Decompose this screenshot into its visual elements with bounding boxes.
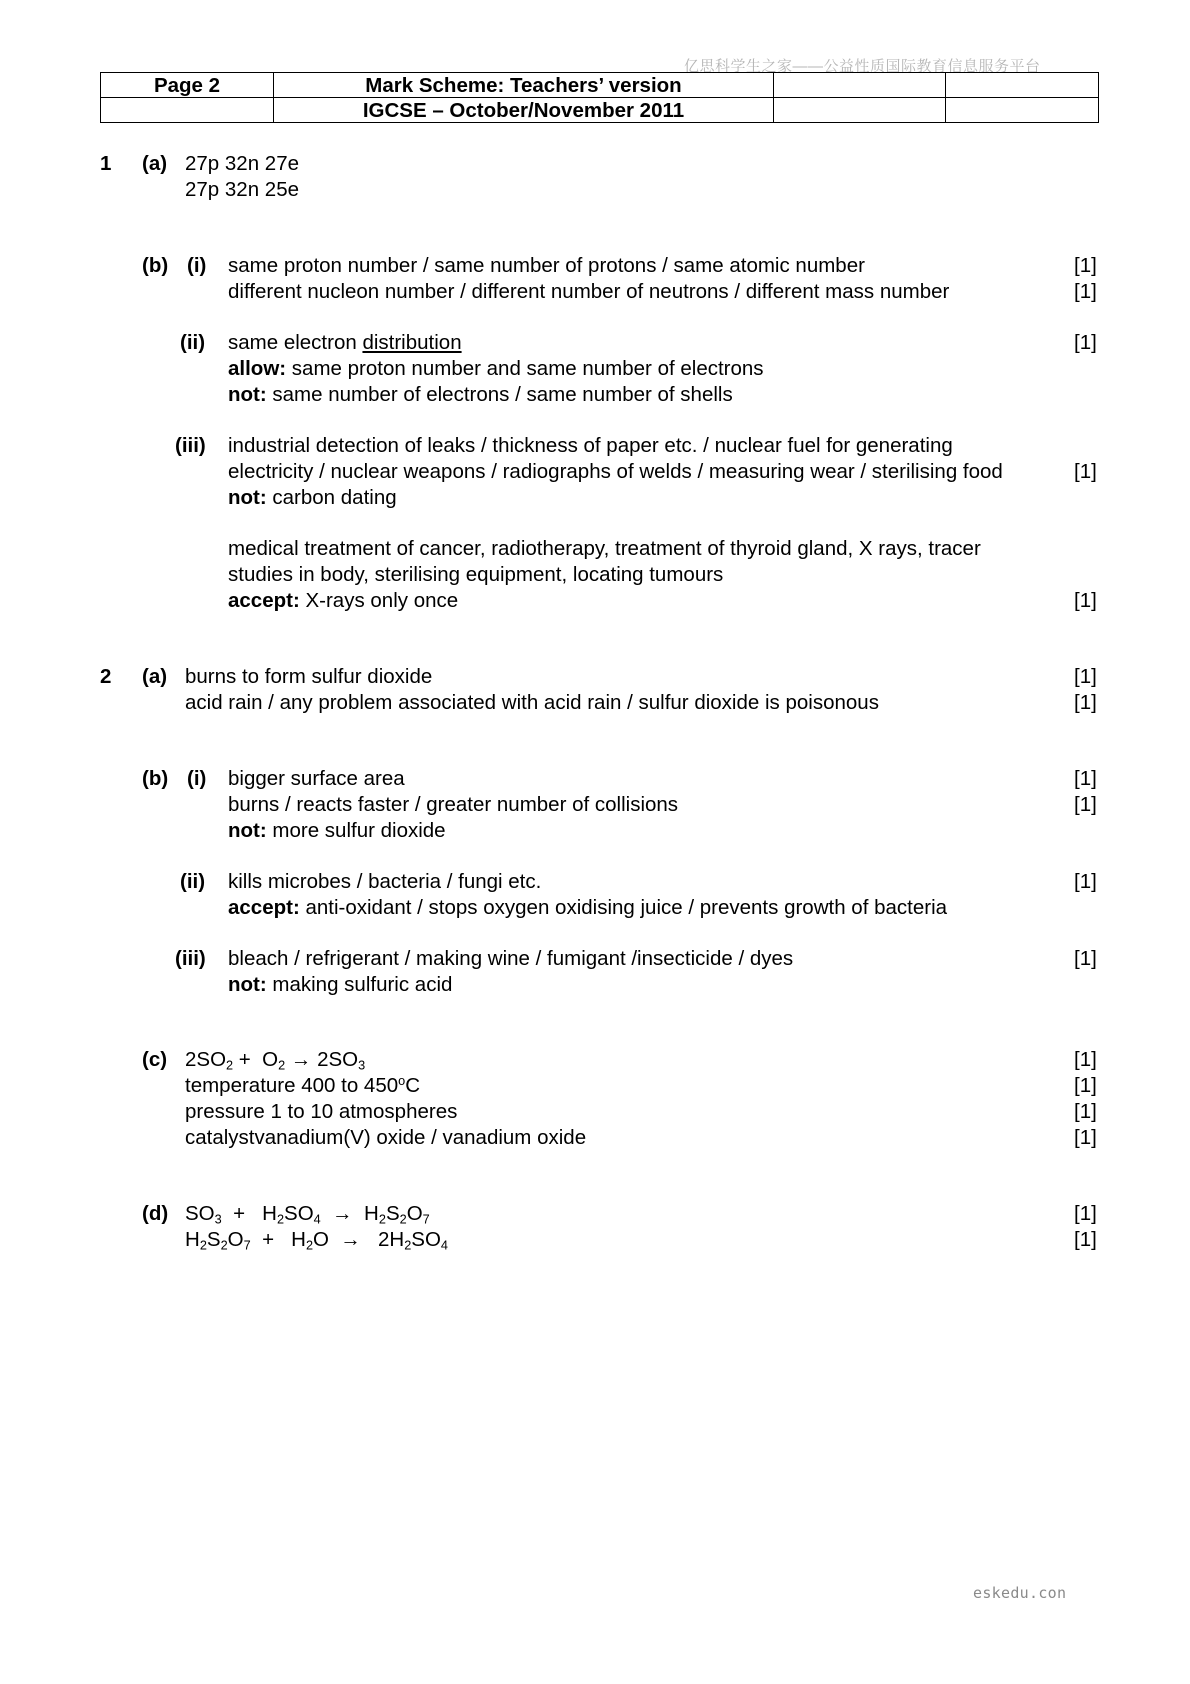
eq-subscript: 4	[440, 1237, 448, 1253]
temperature-text: temperature 400 to 450	[185, 1074, 399, 1097]
q2c-catalyst-mark: [1]	[1074, 1126, 1097, 1149]
q2c-temp-mark: [1]	[1074, 1074, 1097, 1097]
header-title: Mark Scheme: Teachers’ version	[274, 73, 774, 98]
q2b-label: (b)	[142, 767, 169, 790]
eq-term: SO	[284, 1202, 314, 1225]
eq-subscript: 2	[399, 1211, 407, 1227]
q2d-equation-2	[185, 1227, 448, 1253]
eq-subscript: 2	[226, 1057, 234, 1073]
q1-number: 1	[100, 152, 112, 175]
q1biii-accept	[228, 588, 458, 614]
eq-subscript: 2	[278, 1057, 286, 1073]
q2c-label: (c)	[142, 1048, 168, 1071]
q2a-line2-mark: [1]	[1074, 691, 1097, 714]
footer-text: eskedu.con	[973, 1584, 1067, 1602]
q2d-label: (d)	[142, 1202, 169, 1225]
not-label: not:	[228, 973, 267, 996]
q1bi-line2: different nucleon number / different number of neutrons / different mass number	[228, 280, 950, 303]
q2c-eq-mark: [1]	[1074, 1048, 1097, 1071]
eq-term: + H	[221, 1202, 277, 1225]
eq-subscript: 4	[313, 1211, 321, 1227]
q1biii-line2-mark: [1]	[1074, 460, 1097, 483]
q2a-line1: burns to form sulfur dioxide	[185, 665, 433, 688]
not-label: not:	[228, 486, 267, 509]
q1a-line1: 27p 32n 27e	[185, 152, 300, 175]
eq-subscript: 2	[220, 1237, 228, 1253]
arrow-icon: →	[328, 1228, 378, 1251]
header-empty-3	[101, 98, 274, 123]
header-empty-4	[774, 98, 946, 123]
q2d-eq1-mark: [1]	[1074, 1202, 1097, 1225]
q1bii-not	[228, 382, 733, 408]
q1biii-med2: studies in body, sterilising equipment, locating tumours	[228, 563, 724, 586]
q2a-label: (a)	[142, 665, 168, 688]
accept-text: anti-oxidant / stops oxygen oxidising juice / prevents growth of bacteria	[299, 896, 948, 919]
q2bi-line1-mark: [1]	[1074, 767, 1097, 790]
q1bii-line1-mark: [1]	[1074, 331, 1097, 354]
header-exam: IGCSE – October/November 2011	[274, 98, 774, 123]
eq-term: 2SO	[317, 1048, 359, 1071]
q2biii-label: (iii)	[175, 947, 206, 970]
q1a-line2: 27p 32n 25e	[185, 178, 300, 201]
header-empty-1	[774, 73, 946, 98]
eq-subscript: 2	[404, 1237, 412, 1253]
eq-term: SO	[185, 1202, 215, 1225]
q2a-line2: acid rain / any problem associated with acid rain / sulfur dioxide is poisonous	[185, 691, 879, 714]
eq-term: + H	[250, 1228, 306, 1251]
q2bii-line1: kills microbes / bacteria / fungi etc.	[228, 870, 542, 893]
q1biii-line1: industrial detection of leaks / thickness of paper etc. / nuclear fuel for generating	[228, 434, 953, 457]
q1bii-line1-underlined: distribution	[362, 331, 462, 354]
q2bi-line2-mark: [1]	[1074, 793, 1097, 816]
q2d-equation-1	[185, 1201, 430, 1227]
eq-term: O	[406, 1202, 423, 1225]
q2c-pressure-mark: [1]	[1074, 1100, 1097, 1123]
eq-subscript: 2	[199, 1237, 207, 1253]
q1bi-label: (i)	[187, 254, 207, 277]
accept-label: accept:	[228, 589, 300, 612]
q1a-label: (a)	[142, 152, 168, 175]
q2bi-not	[228, 818, 446, 844]
eq-subscript: 7	[422, 1211, 430, 1227]
q1bii-line1-text: same electron	[228, 331, 363, 354]
q2biii-line1: bleach / refrigerant / making wine / fumigant /insecticide / dyes	[228, 947, 794, 970]
eq-subscript: 7	[243, 1237, 251, 1253]
header-page: Page 2	[101, 73, 274, 98]
temperature-unit: C	[405, 1074, 421, 1097]
watermark-text: 亿思科学生之家——公益性质国际教育信息服务平台	[684, 58, 1041, 75]
eq-term: O	[313, 1228, 329, 1251]
q1bi-line1: same proton number / same number of protons / same atomic number	[228, 254, 865, 277]
not-label: not:	[228, 819, 267, 842]
eq-term: H	[364, 1202, 379, 1225]
q1biii-not	[228, 485, 397, 511]
q2c-temperature	[185, 1073, 420, 1099]
not-text: same number of electrons / same number of shells	[266, 383, 733, 406]
q2c-equation	[185, 1047, 365, 1073]
allow-label: allow:	[228, 357, 287, 380]
eq-term: H	[185, 1228, 200, 1251]
q1bii-line1	[228, 330, 462, 356]
eq-subscript: 3	[214, 1211, 222, 1227]
not-label: not:	[228, 383, 267, 406]
q2bi-line1: bigger surface area	[228, 767, 405, 790]
q2bii-label: (ii)	[180, 870, 206, 893]
eq-term: SO	[411, 1228, 441, 1251]
q1bii-label: (ii)	[180, 331, 206, 354]
eq-term: + O	[233, 1048, 279, 1071]
eq-term: S	[206, 1228, 221, 1251]
q2biii-line1-mark: [1]	[1074, 947, 1097, 970]
degree-superscript: o	[398, 1073, 406, 1089]
eq-subscript: 2	[378, 1211, 386, 1227]
not-text: more sulfur dioxide	[266, 819, 446, 842]
q2bii-line1-mark: [1]	[1074, 870, 1097, 893]
arrow-icon: →	[285, 1048, 318, 1071]
q1biii-line2: electricity / nuclear weapons / radiographs of welds / measuring wear / sterilising food	[228, 460, 1003, 483]
not-text: carbon dating	[266, 486, 397, 509]
arrow-icon: →	[320, 1202, 365, 1225]
q2bii-accept	[228, 895, 947, 921]
q1b-label: (b)	[142, 254, 169, 277]
accept-label: accept:	[228, 896, 300, 919]
q2biii-not	[228, 972, 452, 998]
q1bi-line1-mark: [1]	[1074, 254, 1097, 277]
q2d-eq2-mark: [1]	[1074, 1228, 1097, 1251]
q1biii-label: (iii)	[175, 434, 206, 457]
q2c-catalyst: catalystvanadium(V) oxide / vanadium oxide	[185, 1126, 587, 1149]
allow-text: same proton number and same number of electrons	[286, 357, 764, 380]
not-text: making sulfuric acid	[266, 973, 453, 996]
q2a-line1-mark: [1]	[1074, 665, 1097, 688]
eq-subscript: 2	[276, 1211, 285, 1227]
eq-subscript: 3	[358, 1057, 366, 1073]
q2bi-line2: burns / reacts faster / greater number of collisions	[228, 793, 679, 816]
q2-number: 2	[100, 665, 112, 688]
eq-term: S	[385, 1202, 400, 1225]
eq-term: 2SO	[185, 1048, 227, 1071]
eq-term: O	[227, 1228, 244, 1251]
header-table	[100, 72, 1099, 123]
q2c-pressure: pressure 1 to 10 atmospheres	[185, 1100, 458, 1123]
header-empty-2	[946, 73, 1099, 98]
header-empty-5	[946, 98, 1099, 123]
q2bi-label: (i)	[187, 767, 207, 790]
q1bii-allow	[228, 356, 764, 382]
eq-subscript: 2	[305, 1237, 314, 1253]
q1biii-accept-mark: [1]	[1074, 589, 1097, 612]
q1biii-med1: medical treatment of cancer, radiotherapy, treatment of thyroid gland, X rays, tracer	[228, 537, 981, 560]
q1bi-line2-mark: [1]	[1074, 280, 1097, 303]
eq-term: 2H	[377, 1228, 405, 1251]
accept-text: X-rays only once	[299, 589, 459, 612]
